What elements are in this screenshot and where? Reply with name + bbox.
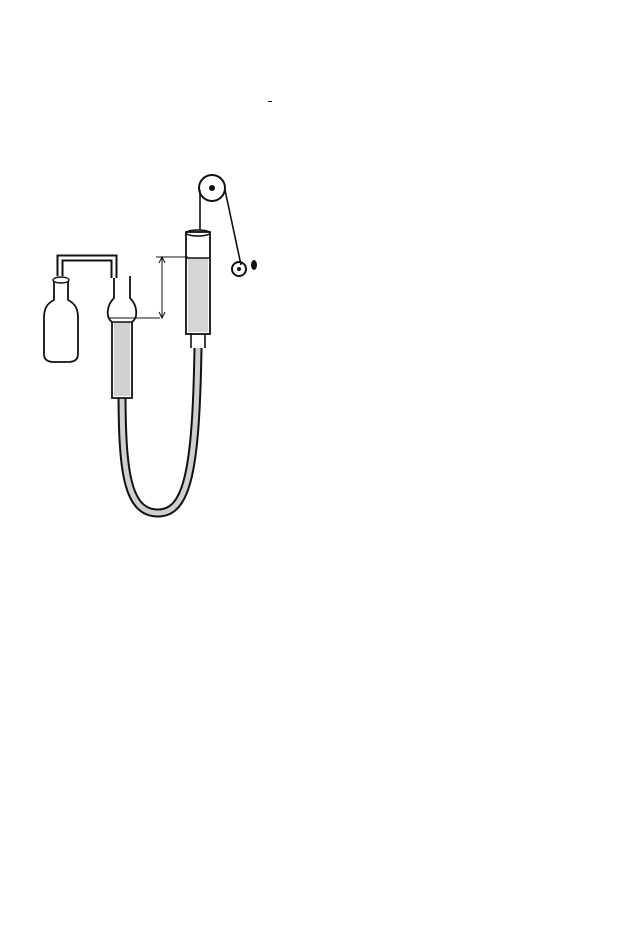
- equation-6prime: [268, 92, 272, 110]
- figure-manometer: [38, 168, 278, 548]
